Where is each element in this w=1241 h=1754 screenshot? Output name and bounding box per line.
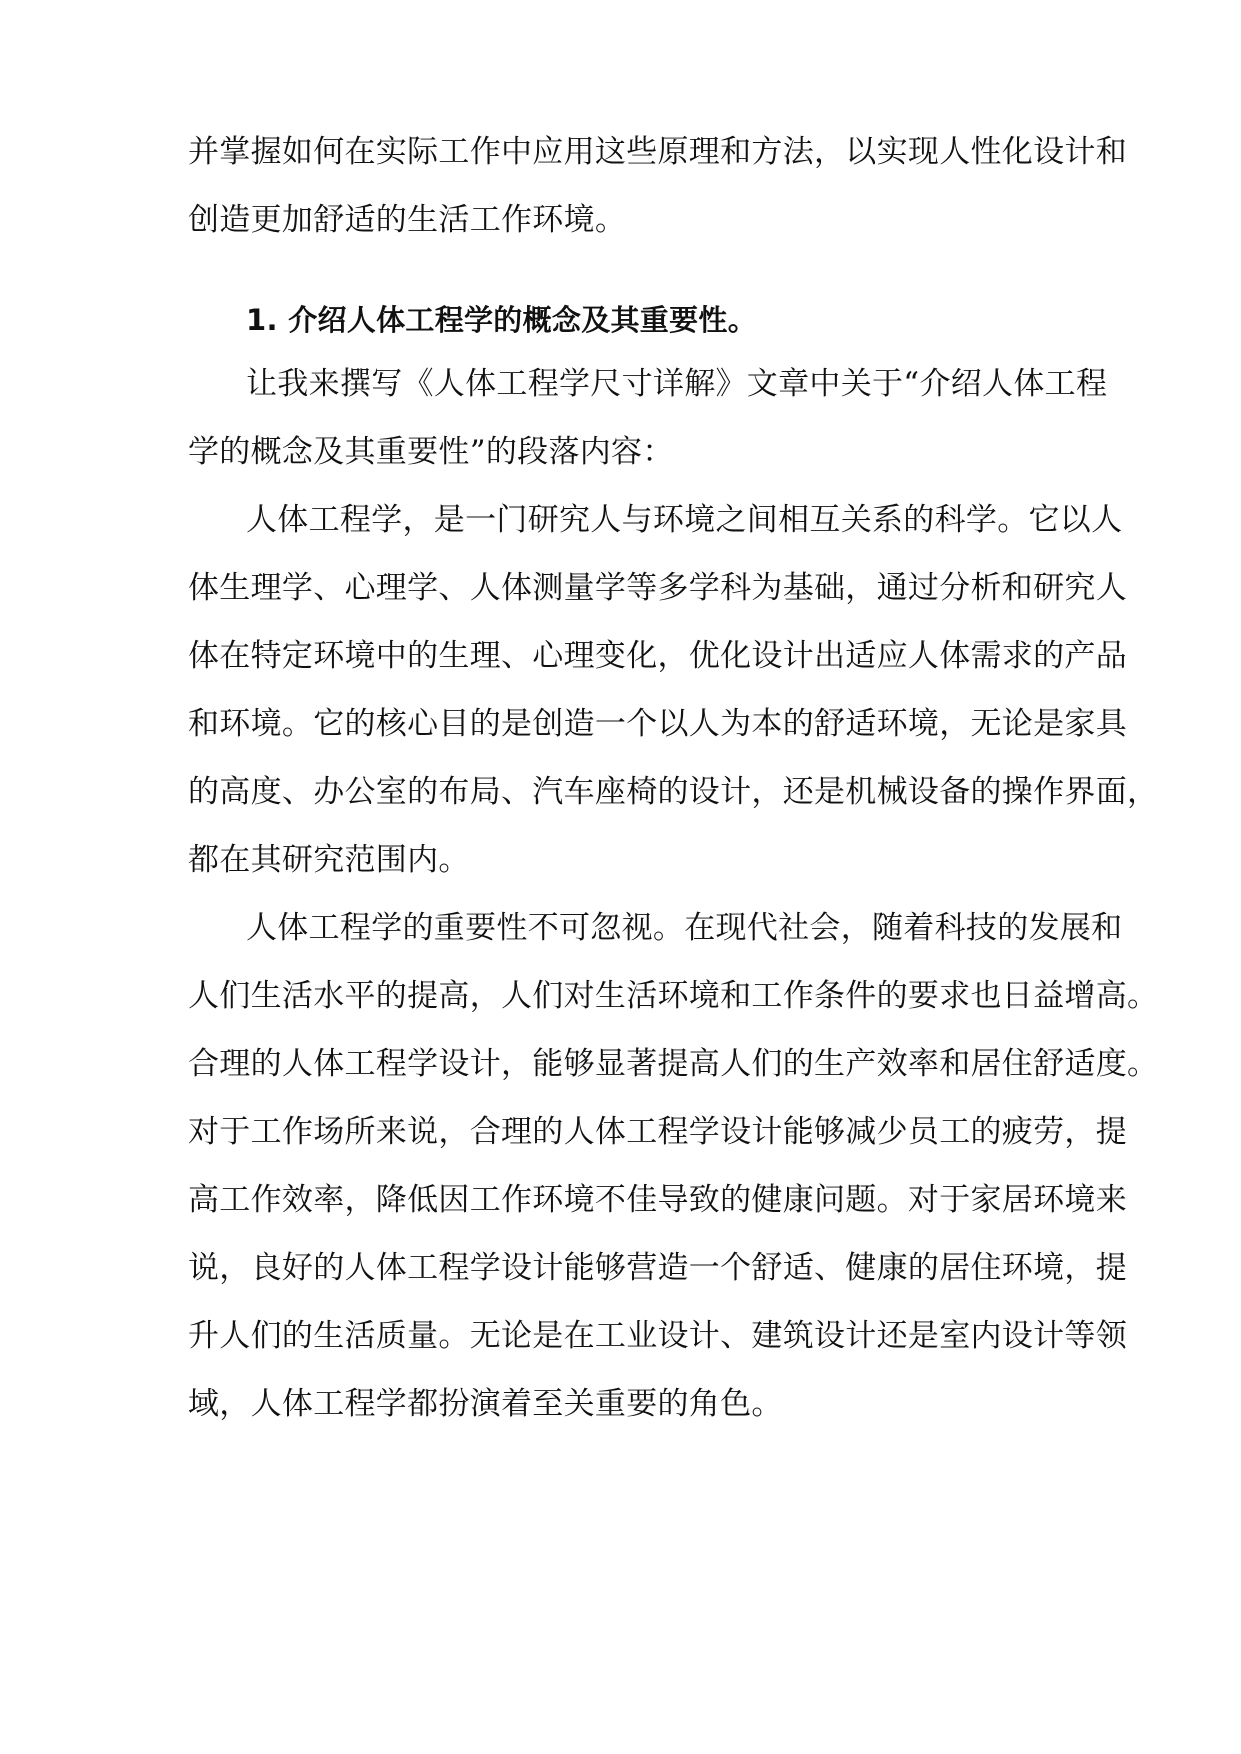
paragraph-line: 并掌握如何在实际工作中应用这些原理和方法，以实现人性化设计和 xyxy=(188,134,1127,170)
section-heading: 1. 介绍人体工程学的概念及其重要性。 xyxy=(246,303,757,337)
paragraph-line: 创造更加舒适的生活工作环境。 xyxy=(188,202,627,238)
paragraph-line: 体生理学、心理学、人体测量学等多学科为基础，通过分析和研究人 xyxy=(188,570,1127,606)
paragraph-line: 升人们的生活质量。无论是在工业设计、建筑设计还是室内设计等领 xyxy=(188,1318,1127,1354)
paragraph-line: 学的概念及其重要性”的段落内容： xyxy=(188,434,674,470)
paragraph-line: 合理的人体工程学设计，能够显著提高人们的生产效率和居住舒适度。 xyxy=(188,1046,1159,1082)
paragraph-line: 域，人体工程学都扮演着至关重要的角色。 xyxy=(188,1386,783,1422)
paragraph-line: 人体工程学，是一门研究人与环境之间相互关系的科学。它以人 xyxy=(246,502,1123,538)
paragraph-line: 对于工作场所来说，合理的人体工程学设计能够减少员工的疲劳，提 xyxy=(188,1114,1127,1150)
paragraph-line: 人体工程学的重要性不可忽视。在现代社会，随着科技的发展和 xyxy=(246,910,1123,946)
paragraph-line: 和环境。它的核心目的是创造一个以人为本的舒适环境，无论是家具 xyxy=(188,706,1127,742)
paragraph-line: 人们生活水平的提高，人们对生活环境和工作条件的要求也日益增高。 xyxy=(188,978,1159,1014)
paragraph-line: 体在特定环境中的生理、心理变化，优化设计出适应人体需求的产品 xyxy=(188,638,1127,674)
paragraph-line: 的高度、办公室的布局、汽车座椅的设计，还是机械设备的操作界面， xyxy=(188,774,1159,810)
paragraph-line: 让我来撰写《人体工程学尺寸详解》文章中关于“介绍人体工程 xyxy=(246,366,1108,402)
paragraph-line: 说，良好的人体工程学设计能够营造一个舒适、健康的居住环境，提 xyxy=(188,1250,1127,1286)
paragraph-line: 都在其研究范围内。 xyxy=(188,842,470,878)
paragraph-line: 高工作效率，降低因工作环境不佳导致的健康问题。对于家居环境来 xyxy=(188,1182,1127,1218)
